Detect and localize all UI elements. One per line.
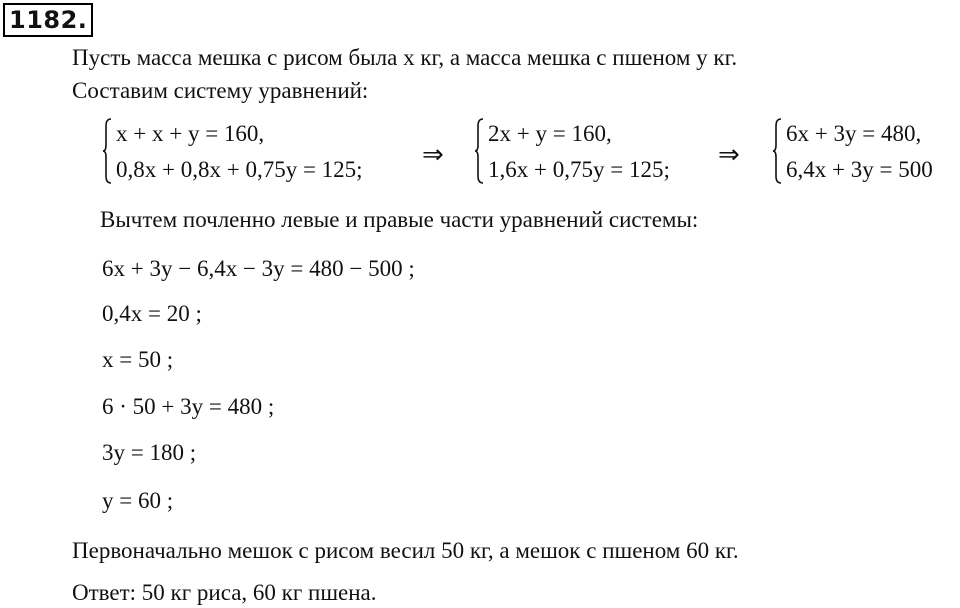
implies-arrow-2: ⇒ (718, 140, 740, 170)
intro-line-2: Составим систему уравнений: (72, 78, 369, 103)
conclusion: Первоначально мешок с рисом весил 50 кг, а мешок с пшеном 60 кг. (72, 538, 739, 563)
step-1: 6x + 3y − 6,4x − 3y = 480 − 500 ; (102, 256, 415, 281)
step-6: y = 60 ; (102, 488, 174, 513)
implies-arrow-1: ⇒ (422, 140, 444, 170)
left-brace-icon (474, 118, 484, 184)
system-3-row-1: 6x + 3y = 480, (786, 121, 922, 146)
problem-number: 1182. (3, 3, 93, 37)
system-2-row-1: 2x + y = 160, (488, 121, 612, 146)
step-4: 6 · 50 + 3y = 480 ; (102, 394, 275, 419)
system-1-row-1: x + x + y = 160, (116, 121, 265, 146)
step-3: x = 50 ; (102, 347, 174, 372)
step-2: 0,4x = 20 ; (102, 301, 202, 326)
step-5: 3y = 180 ; (102, 440, 197, 465)
left-brace-icon (102, 118, 112, 184)
subtract-instruction: Вычтем почленно левые и правые части уравнений системы: (100, 207, 699, 232)
system-3-row-2: 6,4x + 3y = 500 (786, 157, 933, 182)
answer: Ответ: 50 кг риса, 60 кг пшена. (72, 580, 377, 605)
intro-line-1: Пусть масса мешка с рисом была x кг, а масса мешка с пшеном y кг. (72, 45, 738, 70)
left-brace-icon (772, 118, 782, 184)
system-1-row-2: 0,8x + 0,8x + 0,75y = 125; (116, 157, 363, 182)
system-2-row-2: 1,6x + 0,75y = 125; (488, 157, 670, 182)
